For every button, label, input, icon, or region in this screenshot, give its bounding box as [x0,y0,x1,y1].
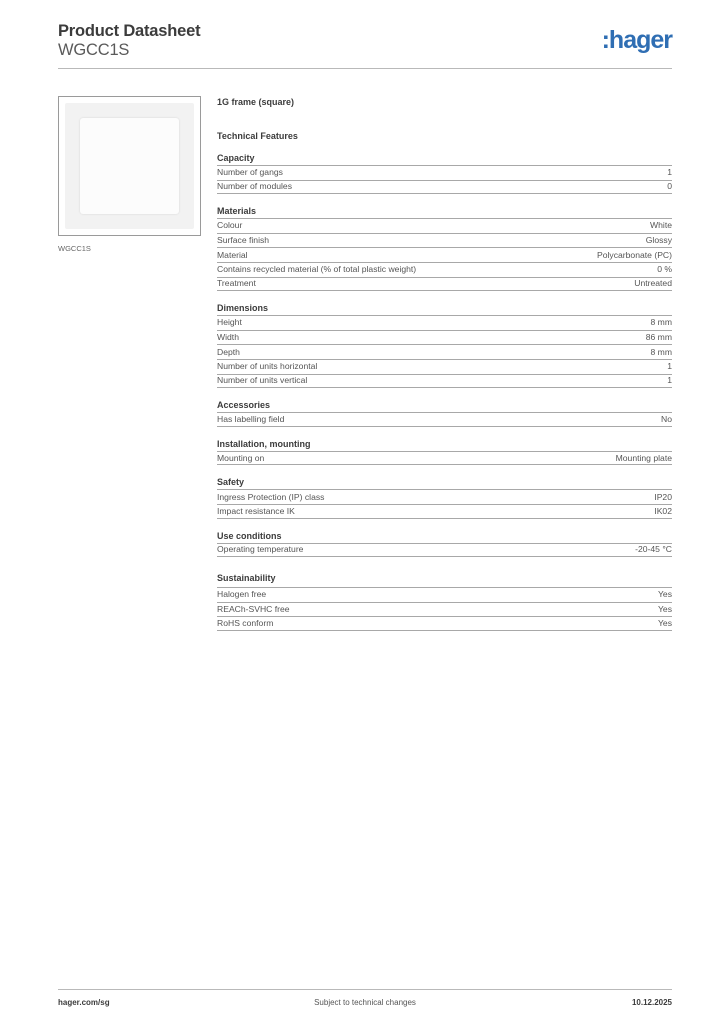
spec-value: -20-45 °C [635,544,672,555]
hager-logo[interactable]: :hager [601,26,672,54]
spec-table [217,489,672,518]
frame-outer-shape [65,103,194,229]
section-title: Installation, mounting [217,438,311,449]
spec-label: Impact resistance IK [217,505,295,516]
document-title: Product Datasheet [58,22,201,40]
spec-value: 8 mm [650,346,672,357]
spec-label: Material [217,249,248,260]
spec-label: Depth [217,346,240,357]
spec-label: Width [217,332,239,343]
spec-value: 1 [667,375,672,386]
spec-row [217,489,672,504]
header-divider [58,68,672,69]
spec-table [217,451,672,466]
footer-notice: Subject to technical changes [314,998,416,1007]
spec-row [217,330,672,345]
spec-label: Number of units horizontal [217,361,318,372]
spec-row [217,277,672,292]
spec-value: 1 [667,361,672,372]
frame-inner-shape [80,118,179,214]
spec-row [217,344,672,359]
spec-value: Mounting plate [615,452,672,463]
spec-table [217,587,672,631]
spec-row [217,180,672,195]
spec-label: Colour [217,220,243,231]
spec-row [217,247,672,262]
spec-label: Number of units vertical [217,375,308,386]
spec-value: 0 % [657,264,672,275]
section-title: Dimensions [217,303,269,314]
spec-value: IK02 [654,505,672,516]
spec-value: Yes [657,589,672,600]
spec-label: Contains recycled material (% of total plastic weight) [217,264,417,275]
spec-value: Untreated [634,278,672,289]
technical-features-heading: Technical Features [217,131,298,141]
spec-section [217,398,672,427]
spec-value: 1 [667,167,672,178]
section-title: Safety [217,477,245,488]
spec-row [217,262,672,277]
spec-table [217,543,672,558]
section-title: Use conditions [217,530,282,541]
footer-website-link[interactable]: hager.com/sg [58,998,110,1007]
page-footer [58,998,672,1012]
spec-label: Halogen free [217,589,267,600]
spec-table [217,165,672,194]
spec-value: IP20 [654,491,672,502]
spec-row [217,587,672,602]
spec-label: Has labelling field [217,413,285,424]
spec-value: Yes [657,603,672,614]
footer-divider [58,989,672,990]
product-name: 1G frame (square) [217,97,295,107]
product-image [58,96,201,236]
spec-value: Glossy [645,235,672,246]
product-image-caption: WGCC1S [58,244,91,253]
spec-label: Ingress Protection (IP) class [217,491,325,502]
spec-section [217,529,672,558]
technical-content [217,95,672,631]
spec-row [217,451,672,466]
spec-table [217,315,672,388]
spec-label: Surface finish [217,235,270,246]
spec-value: White [650,220,672,231]
spec-row [217,616,672,631]
section-title: Materials [217,206,257,217]
spec-label: Number of gangs [217,167,283,178]
section-title: Accessories [217,400,271,411]
section-title: Sustainability [217,573,276,584]
spec-section [217,204,672,291]
spec-value: Yes [657,618,672,629]
spec-row [217,315,672,330]
spec-row [217,543,672,558]
spec-label: Number of modules [217,181,292,192]
footer-date: 10.12.2025 [631,998,672,1007]
spec-row [217,233,672,248]
spec-table [217,412,672,427]
spec-section [217,301,672,388]
spec-row [217,374,672,389]
section-title: Capacity [217,153,255,163]
spec-label: REACh-SVHC free [217,603,290,614]
spec-label: Operating temperature [217,544,304,555]
spec-row [217,602,672,617]
page-header [58,22,672,70]
spec-section [217,151,672,194]
spec-section [217,571,672,631]
spec-sections [217,151,672,631]
spec-value: Polycarbonate (PC) [597,249,672,260]
spec-label: Height [217,317,242,328]
spec-row [217,412,672,427]
spec-value: 0 [667,181,672,192]
spec-value: No [661,413,672,424]
spec-row [217,165,672,180]
spec-row [217,504,672,519]
spec-label: Treatment [217,278,256,289]
spec-label: Mounting on [217,452,265,463]
spec-table [217,218,672,291]
spec-label: RoHS conform [217,618,274,629]
spec-value: 8 mm [650,317,672,328]
spec-row [217,359,672,374]
product-reference: WGCC1S [58,41,130,59]
spec-section [217,437,672,466]
spec-section [217,475,672,518]
spec-value: 86 mm [645,332,672,343]
spec-row [217,218,672,233]
